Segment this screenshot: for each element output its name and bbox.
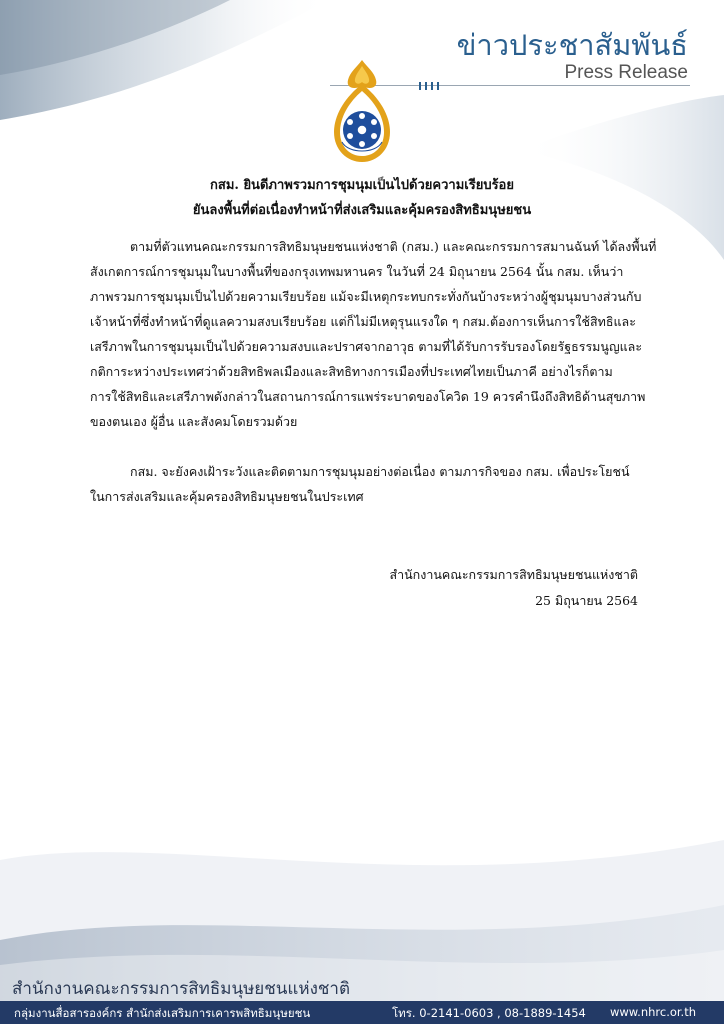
footer-website[interactable]: www.nhrc.or.th xyxy=(610,1005,697,1019)
paragraph-line: เสรีภาพในการชุมนุมเป็นไปด้วยความสงบและปราศจากอาวุธ ตามที่ได้รับการรับรองโดยรัฐธรรมนูญและ xyxy=(90,339,643,354)
paragraph-line: กติการะหว่างประเทศว่าด้วยสิทธิพลเมืองและสิทธิทางการเมืองที่ประเทศไทยเป็นภาคี อย่างไรก็ตาม xyxy=(90,364,613,379)
footer-unit: กลุ่มงานสื่อสารองค์กร สำนักส่งเสริมการเคารพสิทธิมนุษยชน xyxy=(14,1006,311,1020)
paragraph-line: กสม. จะยังคงเฝ้าระวังและติดตามการชุมนุมอย่างต่อเนื่อง ตามภารกิจของ กสม. เพื่อประโยชน์ xyxy=(130,464,630,479)
body-paragraph-1 xyxy=(90,234,657,434)
paragraph-line: ของตนเอง ผู้อื่น และสังคมโดยรวมด้วย xyxy=(90,414,298,429)
nhrc-emblem-icon xyxy=(330,58,394,164)
paragraph-line: ในการส่งเสริมและคุ้มครองสิทธิมนุษยชนในประเทศ xyxy=(90,489,364,504)
paragraph-line: ตามที่ตัวแทนคณะกรรมการสิทธิมนุษยชนแห่งชาติ (กสม.) และคณะกรรมการสมานฉันท์ ได้ลงพื้นที่ xyxy=(130,239,657,254)
footer-organization: สำนักงานคณะกรรมการสิทธิมนุษยชนแห่งชาติ xyxy=(12,979,351,999)
signature-date: 25 มิถุนายน 2564 xyxy=(535,593,638,608)
paragraph-line: ภาพรวมการชุมนุมเป็นไปด้วยความเรียบร้อย แม้จะมีเหตุกระทบกระทั่งกันบ้างระหว่างผู้ชุมนุมบางส่วนกับ xyxy=(90,289,642,304)
paragraph-line: การใช้สิทธิและเสรีภาพดังกล่าวในสถานการณ์การแพร่ระบาดของโควิด 19 ควรคำนึงถึงสิทธิด้านสุขภาพ xyxy=(90,389,646,404)
footer-phone: โทร. 0-2141-0603 , 08-1889-1454 xyxy=(392,1006,586,1020)
signature-office: สำนักงานคณะกรรมการสิทธิมนุษยชนแห่งชาติ xyxy=(389,567,638,582)
header-stripes-icon xyxy=(418,82,440,90)
headline-line-1: กสม. ยินดีภาพรวมการชุมนุมเป็นไปด้วยความเรียบร้อย xyxy=(210,178,514,193)
body-paragraph-2 xyxy=(90,459,640,509)
header-title-thai: ข่าวประชาสัมพันธ์ xyxy=(456,28,688,62)
header-title-english: Press Release xyxy=(564,62,688,83)
paragraph-line: สังเกตการณ์การชุมนุมในบางพื้นที่ของกรุงเทพมหานคร ในวันที่ 24 มิถุนายน 2564 นั้น กสม. เห็นว่า xyxy=(90,264,624,279)
paragraph-line: เจ้าหน้าที่ซึ่งทำหน้าที่ดูแลความสงบเรียบร้อย แต่ก็ไม่มีเหตุรุนแรงใด ๆ กสม.ต้องการเห็นการใช้สิทธิและ xyxy=(90,314,636,329)
headline-line-2: ยันลงพื้นที่ต่อเนื่องทำหน้าที่ส่งเสริมและคุ้มครองสิทธิมนุษยชน xyxy=(192,203,532,218)
